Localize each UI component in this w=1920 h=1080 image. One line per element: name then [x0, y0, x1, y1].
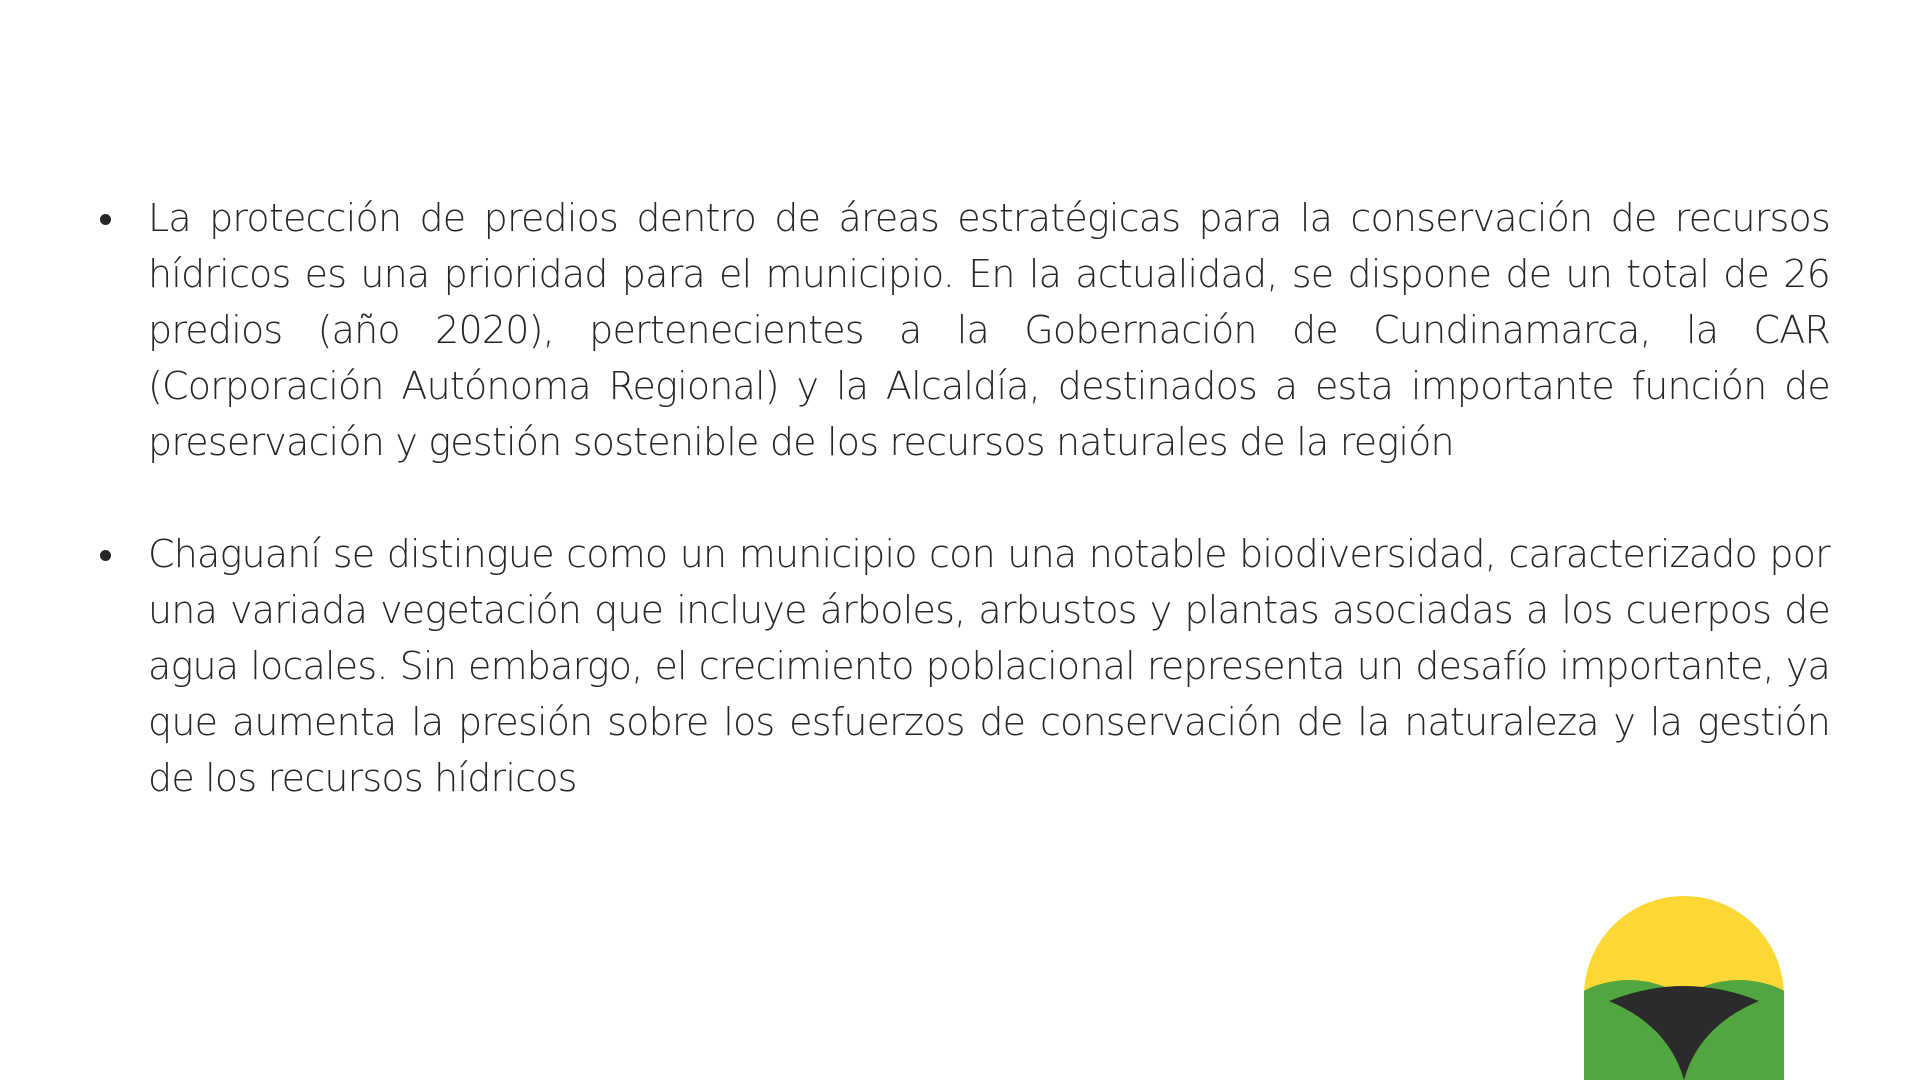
bullet-text: La protección de predios dentro de áreas estratégicas para la conservación de recursos hídricos es una prioridad para el municipio. En la actualidad, se dispone de un total de 26 predios (año 2020), pertenecientes a la Gobernación de Cundinamarca, la CAR (Corporación Autónoma Regional) y la Alcaldía, destinados a esta importante función de preservación y gestión sostenible de los recursos naturales de la región — [148, 196, 1830, 464]
bullet-list — [90, 190, 1830, 862]
sun-leaf-logo-icon — [1584, 896, 1784, 1080]
sun-shape — [1584, 896, 1784, 996]
bullet-item — [90, 190, 1830, 470]
bullet-text: Chaguaní se distingue como un municipio con una notable biodiversidad, caracterizado por una variada vegetación que incluye árboles, arbustos y plantas asociadas a los cuerpos de agua locales. Sin embargo, el crecimiento poblacional representa un desafío importante, ya que aumenta la presión sobre los esfuerzos de conservación de la naturaleza y la gestión de los recursos hídricos — [148, 532, 1830, 800]
bullet-dot-icon — [100, 214, 111, 225]
bullet-dot-icon — [100, 550, 111, 561]
bullet-item — [90, 526, 1830, 806]
